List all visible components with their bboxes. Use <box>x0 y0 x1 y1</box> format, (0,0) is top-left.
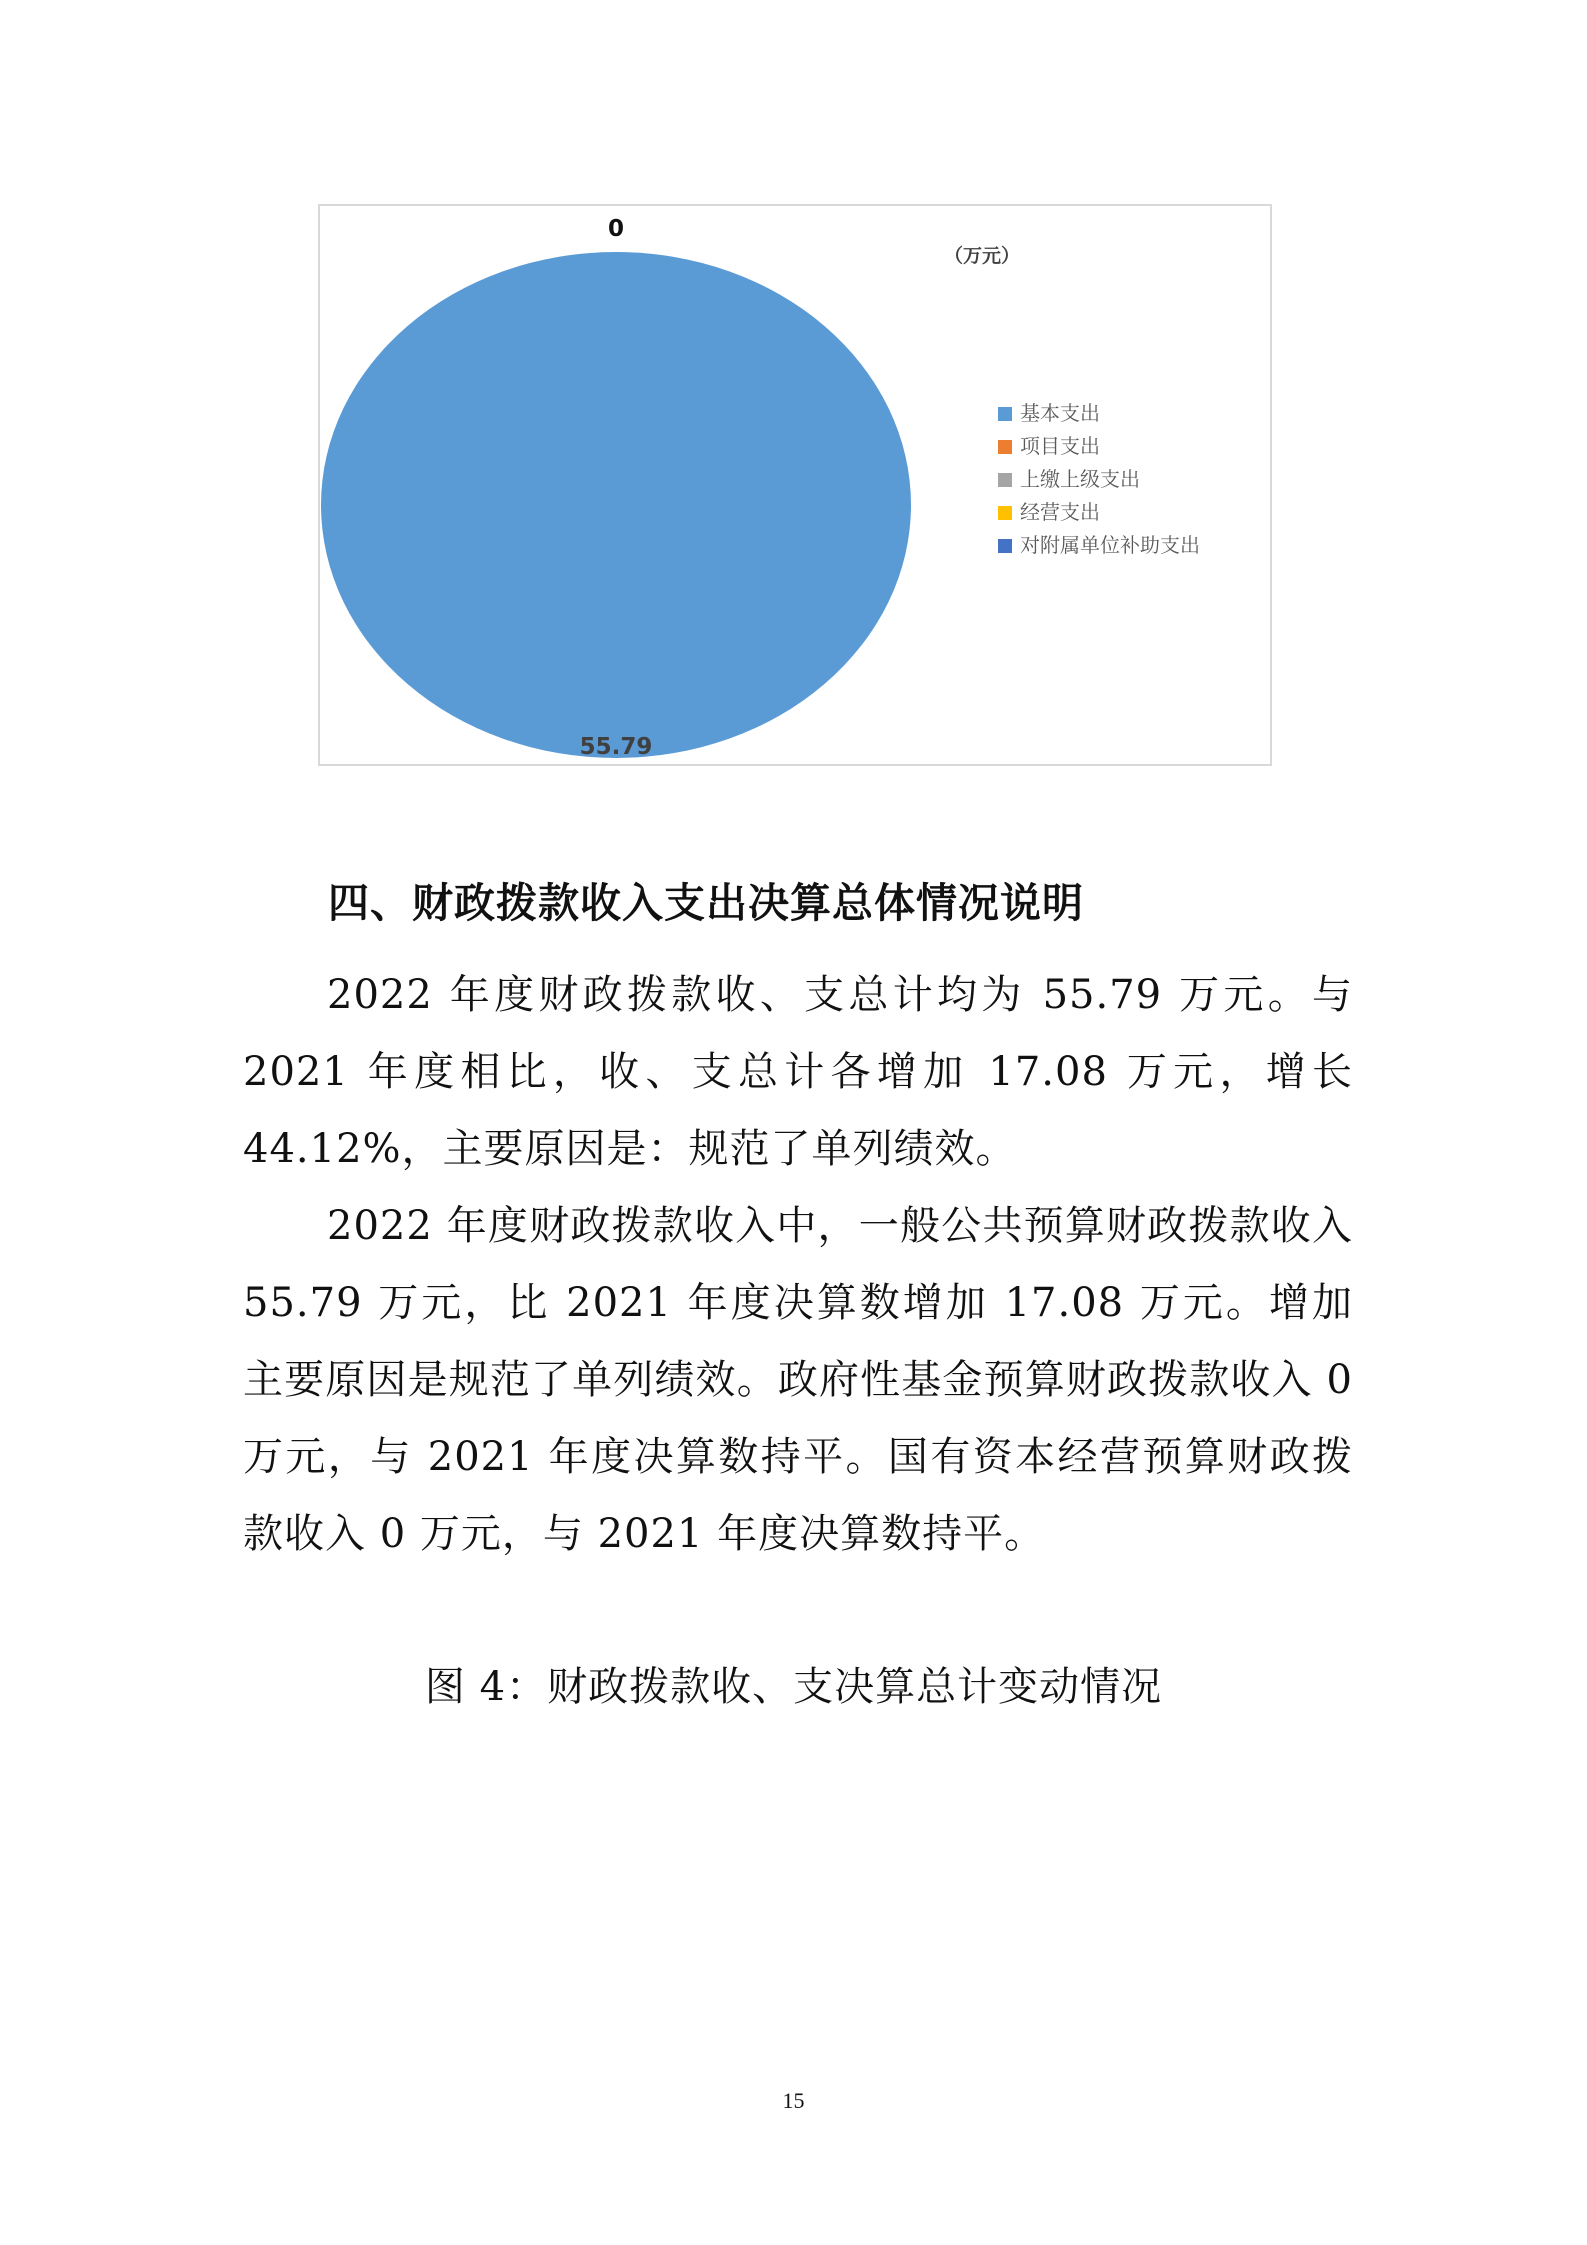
section-heading: 四、财政拨款收入支出决算总体情况说明 <box>328 879 1084 927</box>
chart-unit-label: （万元） <box>943 245 1021 267</box>
pie-data-label-zero: 0 <box>607 216 625 242</box>
pie-chart-canvas <box>320 206 1270 764</box>
legend-label-2: 项目支出 <box>1020 434 1100 458</box>
pie-slice-basic-expenditure <box>321 252 911 758</box>
body-paragraph: 2022 年度财政拨款收入中，一般公共预算财政拨款收入 55.79 万元，比 2021 年度决算数增加 17.08 万元。增加主要原因是规范了单列绩效。政府性基金预算财政拨款收入 0 万元，与 2021 年度决算数持平。国有资本经营预算财政拨款收入 0 万元，与 2021 年度决算数持平。 <box>243 1203 1353 1557</box>
body-paragraph: 2022 年度财政拨款收、支总计均为 55.79 万元。与 2021 年度相比，收、支总计各增加 17.08 万元，增长 44.12%，主要原因是：规范了单列绩效。 <box>243 972 1353 1172</box>
pie-chart <box>318 204 1272 766</box>
legend-label-3: 上缴上级支出 <box>1020 467 1140 491</box>
page-number: 15 <box>782 2088 805 2113</box>
legend-label-1: 基本支出 <box>1020 401 1100 425</box>
chart-legend <box>998 401 1200 557</box>
legend-swatch-2 <box>998 440 1012 454</box>
legend-swatch-4 <box>998 506 1012 520</box>
figure-caption: 图 4：财政拨款收、支决算总计变动情况 <box>424 1664 1163 1710</box>
legend-swatch-1 <box>998 407 1012 421</box>
legend-label-4: 经营支出 <box>1020 500 1100 524</box>
legend-swatch-3 <box>998 473 1012 487</box>
legend-swatch-5 <box>998 539 1012 553</box>
pie-data-label-basic: 55.79 <box>579 734 653 760</box>
legend-label-5: 对附属单位补助支出 <box>1020 533 1200 557</box>
